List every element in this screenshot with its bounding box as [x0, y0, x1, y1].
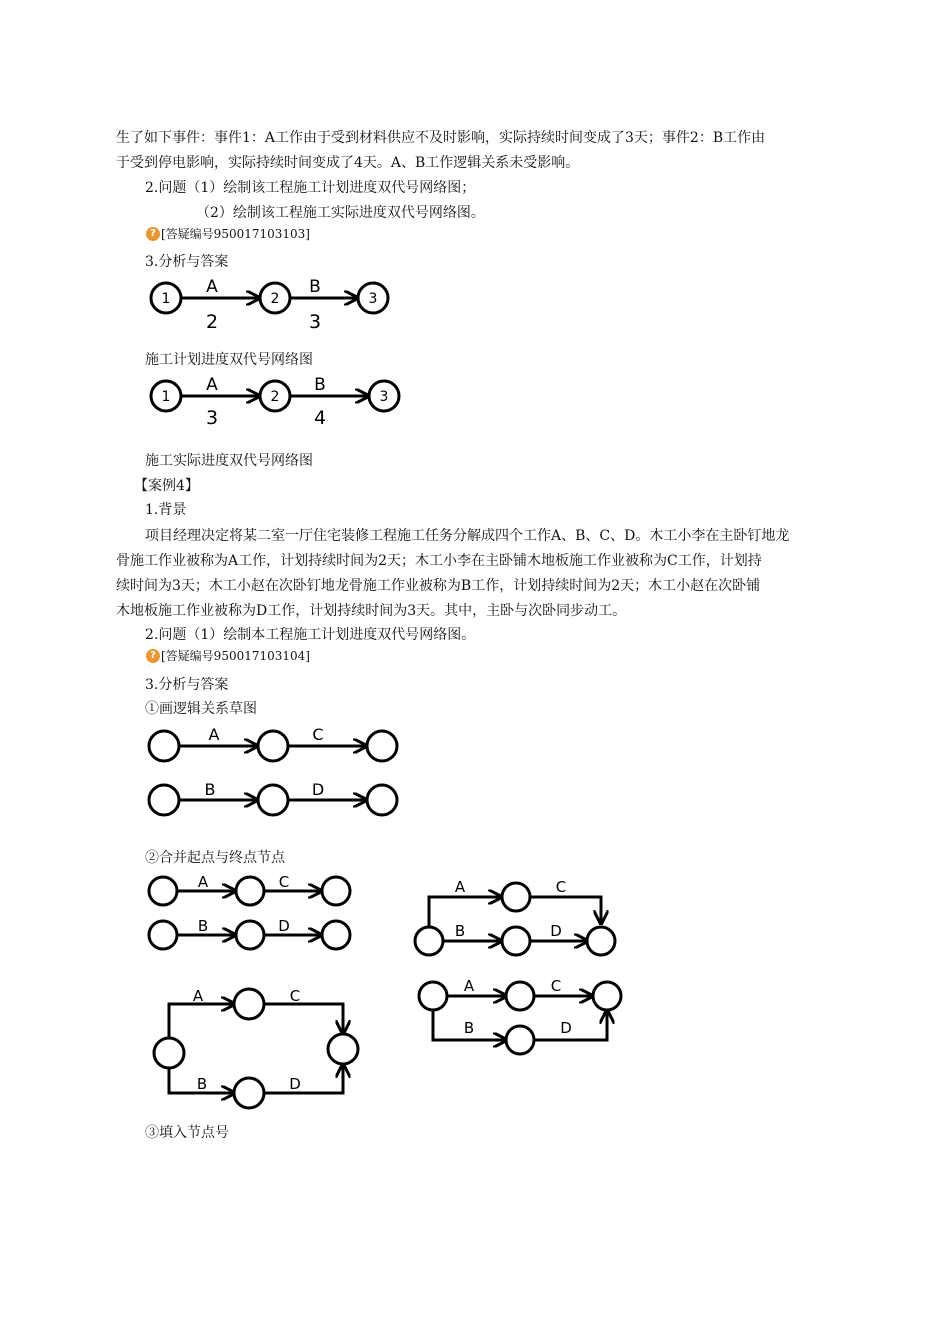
activity-label: A: [206, 277, 218, 297]
duration-label: 2: [205, 311, 219, 333]
paragraph-line: 续时间为3天；木工小赵在次卧钉地龙骨施工作业被称为B工作，计划持续时间为2天；木工小赵在次卧铺: [116, 578, 761, 594]
qa-code[interactable]: [答疑编号950017103104]: [161, 649, 310, 663]
paragraph-line: 生了如下事件：事件1：A工作由于受到材料供应不及时影响，实际持续时间变成了3天；事件2：B工作由: [116, 130, 766, 146]
logic-sketch-diagram: [140, 720, 410, 830]
plan-network-diagram: [140, 272, 410, 332]
activity-label: A: [206, 375, 218, 395]
paragraph-line: 骨施工作业被称为A工作，计划持续时间为2天；木工小李在主卧铺木地板施工作业被称为C工作，计划持: [116, 553, 762, 569]
section-heading: 3.分析与答案: [145, 677, 229, 693]
duration-label: 3: [205, 407, 219, 429]
qa-reference[interactable]: [146, 226, 310, 242]
actual-network-diagram: [140, 370, 410, 430]
paragraph-line: 木地板施工作业被称为D工作，计划持续时间为3天。其中，主卧与次卧同步动工。: [116, 603, 627, 619]
activity-label: D: [560, 1019, 572, 1037]
activity-label: D: [289, 1075, 301, 1093]
activity-label: A: [197, 873, 209, 891]
question-text: （2）绘制该工程施工实际进度双代号网络图。: [196, 205, 485, 221]
step-label: ③填入节点号: [145, 1125, 229, 1141]
activity-label: B: [204, 780, 216, 799]
activity-label: B: [309, 277, 321, 297]
activity-label: A: [192, 987, 204, 1005]
section-heading: 3.分析与答案: [145, 254, 229, 270]
activity-label: B: [454, 922, 466, 940]
activity-label: A: [463, 977, 475, 995]
figure-caption: 施工计划进度双代号网络图: [145, 352, 313, 368]
step-label: ②合并起点与终点节点: [145, 850, 285, 866]
duration-label: 4: [313, 407, 327, 429]
section-heading: 1.背景: [145, 502, 187, 518]
node-number: 1: [161, 389, 171, 405]
qa-code[interactable]: [答疑编号950017103103]: [161, 227, 310, 241]
question-text: 2.问题（1）绘制本工程施工计划进度双代号网络图。: [145, 627, 476, 643]
activity-label: B: [314, 375, 326, 395]
node-number: 3: [368, 291, 378, 307]
activity-label: A: [454, 878, 466, 896]
merged-start-diagram: [405, 870, 635, 965]
merged-start-end-diagram: [405, 970, 635, 1065]
activity-label: C: [550, 977, 562, 995]
activity-label: C: [289, 987, 301, 1005]
case-title: 【案例4】: [134, 478, 199, 494]
figure-caption: 施工实际进度双代号网络图: [145, 453, 313, 469]
qa-reference[interactable]: [146, 648, 310, 664]
activity-label: D: [278, 917, 290, 935]
node-number: 2: [270, 389, 280, 405]
separate-chains-diagram: [140, 870, 370, 960]
question-icon[interactable]: ?: [146, 227, 160, 241]
question-icon[interactable]: ?: [146, 649, 160, 663]
node-number: 2: [270, 291, 280, 307]
activity-label: C: [312, 725, 324, 744]
activity-label: D: [550, 922, 562, 940]
node-number: 1: [161, 291, 171, 307]
activity-label: D: [311, 780, 325, 799]
activity-label: C: [555, 878, 567, 896]
question-text: 2.问题（1）绘制该工程施工计划进度双代号网络图；: [145, 180, 476, 196]
activity-label: B: [197, 917, 209, 935]
node-number: 3: [379, 389, 389, 405]
duration-label: 3: [308, 311, 322, 333]
merged-rect-diagram: [145, 980, 375, 1115]
step-label: ①画逻辑关系草图: [145, 701, 257, 717]
activity-label: A: [208, 725, 220, 744]
activity-label: B: [196, 1075, 208, 1093]
paragraph-line: 于受到停电影响，实际持续时间变成了4天。A、B工作逻辑关系未受影响。: [116, 155, 580, 171]
activity-label: B: [463, 1019, 475, 1037]
paragraph-line: 项目经理决定将某二室一厅住宅装修工程施工任务分解成四个工作A、B、C、D。木工小李在主卧钉地龙: [145, 528, 790, 544]
activity-label: C: [278, 873, 290, 891]
